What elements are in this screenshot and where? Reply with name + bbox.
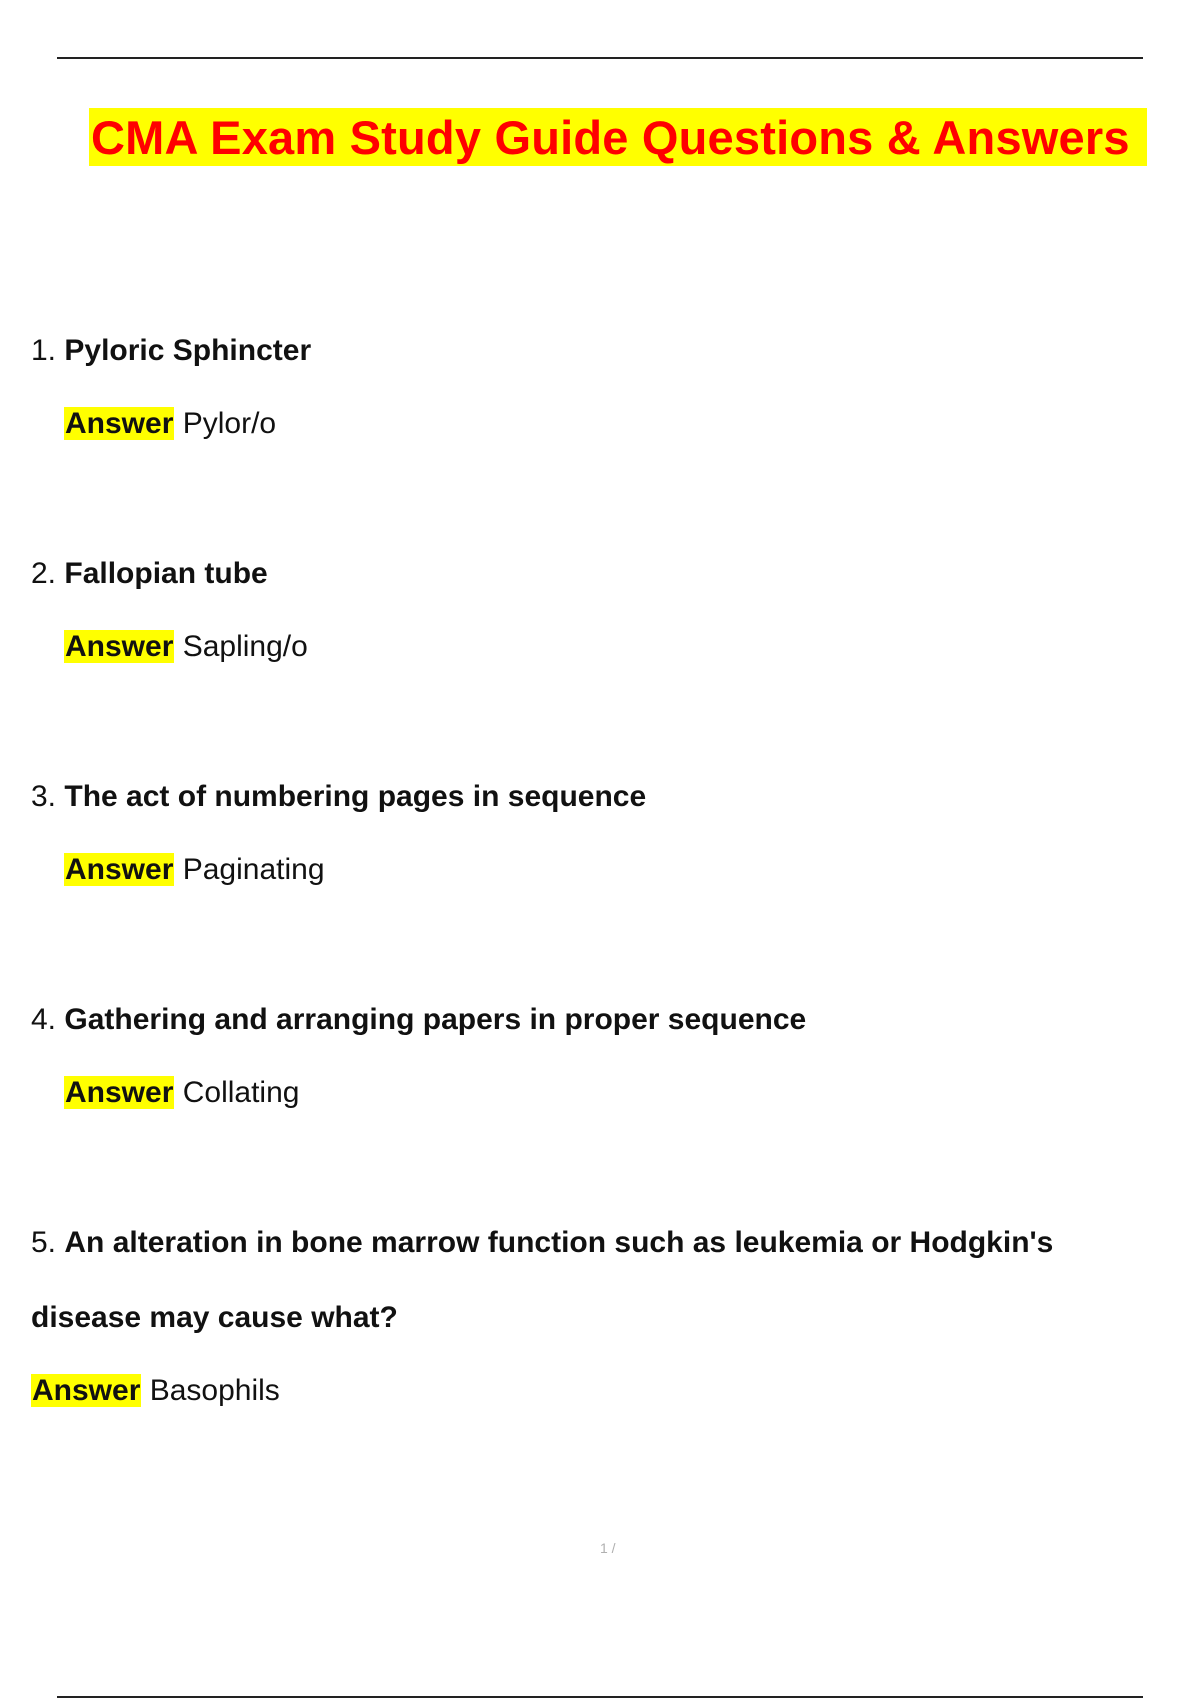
question-5 — [31, 1225, 1053, 1261]
answer-3 — [64, 852, 325, 888]
question-3 — [31, 779, 646, 815]
question-2 — [31, 556, 268, 592]
answer-value: Paginating — [182, 853, 325, 886]
question-text: Fallopian tube — [64, 557, 268, 590]
answer-label: Answer — [65, 407, 174, 440]
question-number: 3. — [31, 780, 57, 813]
question-text: Gathering and arranging papers in proper sequence — [64, 1003, 807, 1036]
page-number: 1 / — [600, 1540, 616, 1556]
question-4 — [31, 1002, 806, 1038]
answer-label: Answer — [65, 853, 174, 886]
title-highlight — [89, 108, 1147, 166]
question-text: Pyloric Sphincter — [64, 334, 312, 367]
answer-5 — [31, 1373, 280, 1409]
answer-value: Basophils — [149, 1374, 280, 1407]
answer-value: Sapling/o — [182, 630, 308, 663]
answer-value: Collating — [182, 1076, 300, 1109]
answer-value: Pylor/o — [182, 407, 277, 440]
question-number: 4. — [31, 1003, 57, 1036]
document-title: CMA Exam Study Guide Questions & Answers — [91, 110, 1130, 164]
question-number: 5. — [31, 1226, 57, 1259]
answer-label: Answer — [32, 1374, 141, 1407]
top-rule — [57, 57, 1143, 59]
answer-label: Answer — [65, 630, 174, 663]
question-1 — [31, 333, 311, 369]
answer-label: Answer — [65, 1076, 174, 1109]
question-number: 1. — [31, 334, 57, 367]
question-text: An alteration in bone marrow function such as leukemia or Hodgkin's — [64, 1226, 1054, 1259]
answer-4 — [64, 1075, 299, 1111]
answer-1 — [64, 406, 276, 442]
answer-2 — [64, 629, 308, 665]
question-number: 2. — [31, 557, 57, 590]
question-text: The act of numbering pages in sequence — [64, 780, 647, 813]
question-5-continuation: disease may cause what? — [31, 1301, 398, 1334]
bottom-rule — [57, 1696, 1143, 1698]
